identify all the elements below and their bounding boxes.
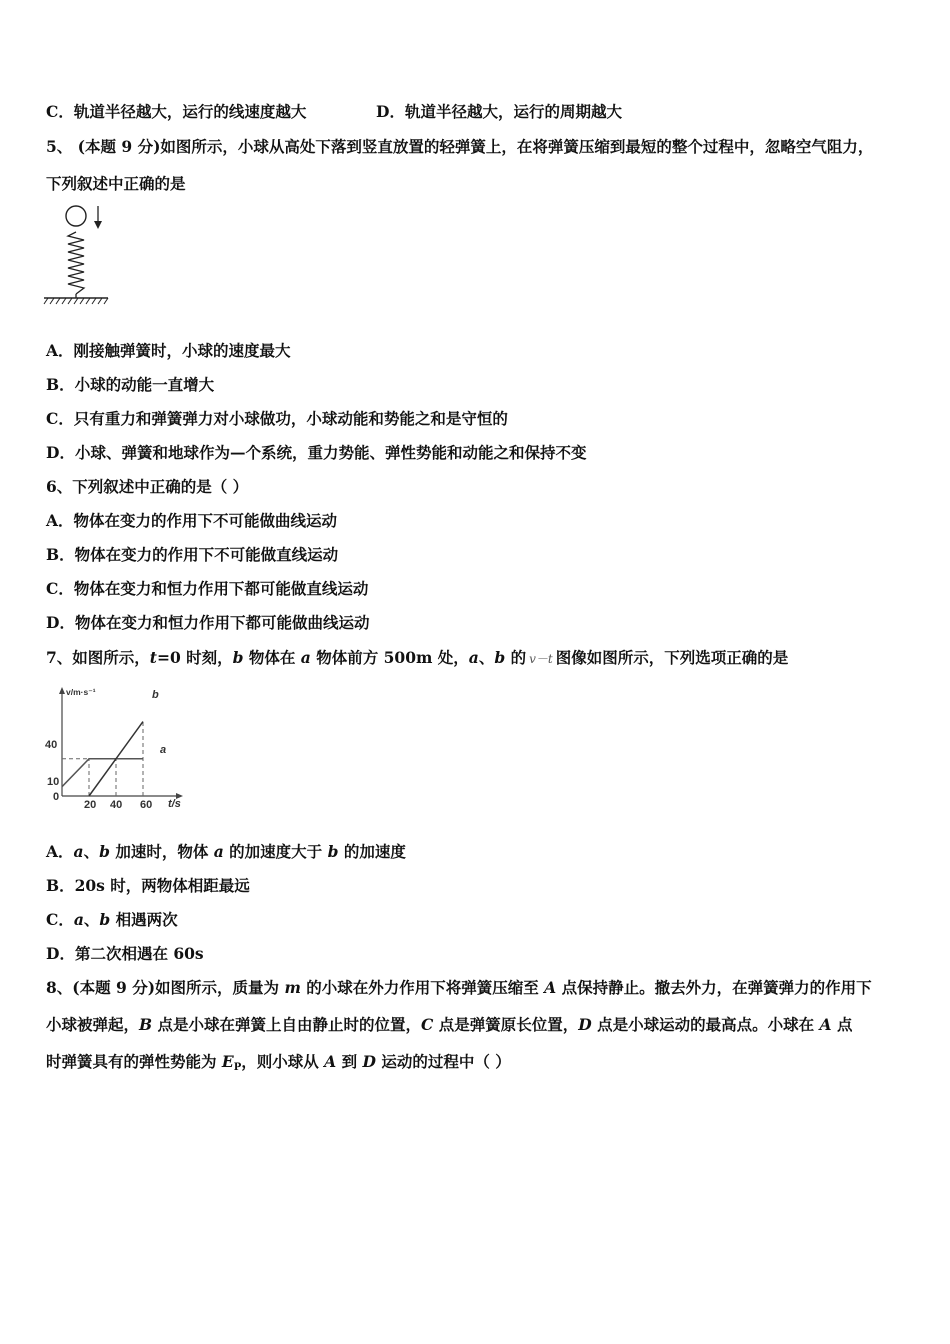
q5-option-d: D．小球、弹簧和地球作为—个系统，重力势能、弹性势能和动能之和保持不变 — [46, 443, 587, 462]
q4-option-c: C．轨道半径越大，运行的线速度越大 — [46, 102, 307, 121]
q8-stem-line3: 时弹簧具有的弹性势能为 $E_P$，则小球从 A 到 D 运动的过程中（ ） — [46, 1052, 511, 1073]
q5-spring-figure — [42, 202, 114, 310]
q7-option-d: D．第二次相遇在 60s — [46, 944, 204, 963]
down-arrow-icon — [94, 221, 102, 229]
q6-option-b: B．物体在变力的作用下不可能做直线运动 — [46, 545, 339, 564]
y-tick-40: 40 — [45, 739, 58, 751]
vt-symbol: v－t — [529, 652, 553, 666]
origin-label: 0 — [53, 791, 60, 803]
q6-option-c: C．物体在变力和恒力作用下都可能做直线运动 — [46, 579, 369, 598]
series-b-label: b — [152, 689, 159, 701]
q8-stem-line1: 8、(本题 9 分)如图所示，质量为 m 的小球在外力作用下将弹簧压缩至 A 点保持静止。撤去外力，在弹簧弹力的作用下 — [46, 978, 872, 997]
q7-option-a: A．a、b 加速时，物体 a 的加速度大于 b 的加速度 — [46, 842, 406, 861]
spring-icon — [68, 232, 84, 294]
ball-icon — [66, 206, 86, 226]
q4-option-d: D．轨道半径越大，运行的周期越大 — [376, 102, 622, 121]
series-a-line — [62, 759, 143, 787]
x-axis-label: t/s — [168, 798, 181, 810]
q6-stem: 6、下列叙述中正确的是（ ） — [46, 477, 249, 496]
y-axis-label: v/m·s⁻¹ — [66, 687, 96, 697]
q6-option-a: A．物体在变力的作用下不可能做曲线运动 — [46, 511, 338, 530]
x-tick-60: 60 — [140, 799, 153, 810]
q7-stem: 7、如图所示，t=0 时刻，b 物体在 a 物体前方 500m 处，a、b 的 v－t 图像如图所示，下列选项正确的是 — [46, 648, 789, 667]
q5-option-c: C．只有重力和弹簧弹力对小球做功，小球动能和势能之和是守恒的 — [46, 409, 508, 428]
series-a-label: a — [160, 744, 167, 756]
q6-option-d: D．物体在变力和恒力作用下都可能做曲线运动 — [46, 613, 370, 632]
q7-option-c: C．a、b 相遇两次 — [46, 910, 178, 929]
q8-stem-line2: 小球被弹起，B 点是小球在弹簧上自由静止时的位置，C 点是弹簧原长位置，D 点是小球运动的最高点。小球在 A 点 — [46, 1015, 853, 1034]
x-tick-40: 40 — [110, 799, 123, 810]
q5-stem-line1: 5、 (本题 9 分)如图所示，小球从高处下落到竖直放置的轻弹簧上，在将弹簧压缩到最短的整个过程中，忽略空气阻力， — [46, 137, 874, 156]
vt-graph — [40, 684, 190, 810]
q7-option-b: B．20s 时，两物体相距最远 — [46, 876, 250, 895]
q5-option-a: A．刚接触弹簧时，小球的速度最大 — [46, 341, 291, 360]
y-axis-arrow-icon — [59, 687, 65, 694]
q5-option-b: B．小球的动能一直增大 — [46, 375, 215, 394]
q5-stem-line2: 下列叙述中正确的是 — [46, 174, 186, 193]
x-tick-20: 20 — [84, 799, 97, 810]
y-tick-10: 10 — [47, 776, 60, 788]
